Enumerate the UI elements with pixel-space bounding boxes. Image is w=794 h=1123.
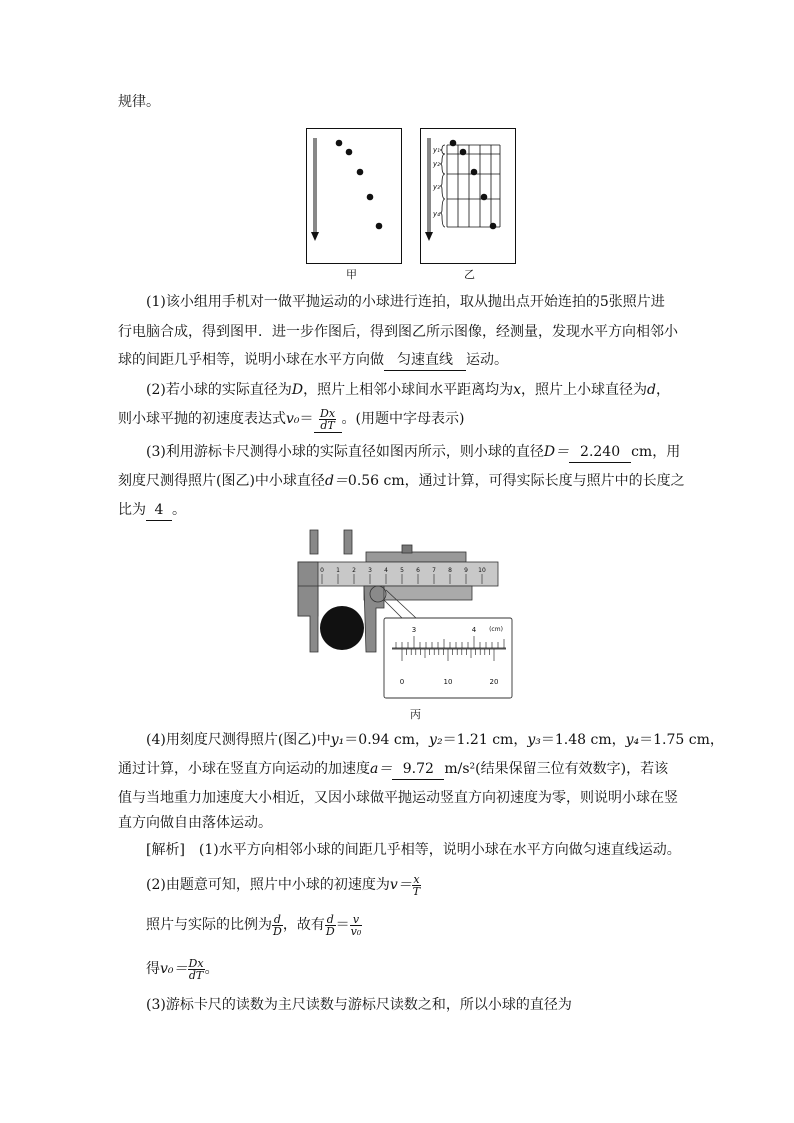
main-scale-7: 7 bbox=[432, 567, 436, 574]
main-scale-3: 3 bbox=[368, 567, 372, 574]
figure-yi bbox=[420, 128, 516, 264]
y2-label: y₂ bbox=[433, 160, 440, 168]
q2-answer: $\frac{Dx}{dT}$ bbox=[314, 406, 342, 433]
figure-jia-caption: 甲 bbox=[346, 268, 357, 281]
inset-vernier-20: 20 bbox=[489, 678, 499, 686]
main-scale-4: 4 bbox=[384, 567, 388, 574]
main-scale-9: 9 bbox=[464, 567, 468, 574]
q3-line1: (3)利用游标卡尺测得小球的实际直径如图丙所示，则小球的直径D＝ 2.240 cm，用 bbox=[146, 442, 680, 463]
measured-ball bbox=[320, 606, 364, 650]
q4-line2: 通过计算，小球在竖直方向运动的加速度a＝ 9.72 m/s²(结果保留三位有效数字)，若该 bbox=[118, 759, 668, 780]
q3-line3: 比为 4 。 bbox=[118, 500, 186, 521]
figure-bing-caliper bbox=[296, 528, 516, 704]
analysis-line5: (3)游标卡尺的读数为主尺读数与游标尺读数之和，所以小球的直径为 bbox=[146, 997, 572, 1013]
y3-label: y₃ bbox=[433, 183, 440, 191]
ball-4 bbox=[481, 194, 488, 201]
y4-label: y₄ bbox=[433, 210, 440, 218]
figure-jia bbox=[306, 128, 402, 264]
inset-unit: (cm) bbox=[489, 626, 503, 633]
main-scale-6: 6 bbox=[416, 567, 420, 574]
top-text: 规律。 bbox=[118, 94, 160, 110]
q4-line1: (4)用刻度尺测得照片(图乙)中y₁＝0.94 cm，y₂＝1.21 cm，y₃＝1.48 cm，y₄＝1.75 cm， bbox=[146, 732, 724, 748]
q4-line4: 直方向做自由落体运动。 bbox=[118, 815, 272, 831]
q3-answer-ratio: 4 bbox=[146, 500, 172, 521]
q1-line1: (1)该小组用手机对一做平抛运动的小球进行连拍，取从抛出点开始连拍的5张照片进 bbox=[146, 294, 665, 310]
main-scale-2: 2 bbox=[352, 567, 356, 574]
q1-line3: 球的间距几乎相等，说明小球在水平方向做 匀速直线 运动。 bbox=[118, 350, 508, 371]
ball-3 bbox=[471, 169, 478, 176]
q4-answer: 9.72 bbox=[392, 759, 444, 780]
ball-5 bbox=[490, 223, 497, 230]
q2-line1: (2)若小球的实际直径为D，照片上相邻小球间水平距离均为x，照片上小球直径为d， bbox=[146, 382, 670, 398]
q2-line2: 则小球平抛的初速度表达式v₀＝ $\frac{Dx}{dT}$ 。(用题中字母表示) bbox=[118, 406, 465, 432]
main-scale-10: 10 bbox=[478, 567, 486, 574]
ball-2 bbox=[460, 149, 467, 156]
ball-4 bbox=[367, 194, 374, 201]
inset-vernier-0: 0 bbox=[399, 678, 405, 686]
figure-yi-caption: 乙 bbox=[464, 268, 475, 281]
ball-2 bbox=[346, 149, 353, 156]
ball-5 bbox=[376, 223, 383, 230]
q3-line2: 刻度尺测得照片(图乙)中小球直径d＝0.56 cm，通过计算，可得实际长度与照片中的长度之 bbox=[118, 473, 685, 489]
main-scale-0: 0 bbox=[320, 567, 324, 574]
inset-label-3: 3 bbox=[411, 626, 417, 634]
ball-1 bbox=[336, 140, 343, 147]
inset-label-4: 4 bbox=[471, 626, 477, 634]
inset-vernier-10: 10 bbox=[443, 678, 453, 686]
main-scale-5: 5 bbox=[400, 567, 404, 574]
q3-answer-D: 2.240 bbox=[569, 442, 631, 463]
q1-answer: 匀速直线 bbox=[384, 350, 466, 371]
figure-bing-caption: 丙 bbox=[410, 708, 421, 721]
y1-label: y₁ bbox=[433, 146, 440, 154]
analysis-line3: 照片与实际的比例为 $\frac{d}{D}$ ，故有 $\frac{d}{D}$ ＝ $\frac{v}{\text{v₀}}$ bbox=[146, 912, 362, 938]
analysis-line4: 得v₀＝ $\frac{Dx}{dT}$ 。 bbox=[146, 956, 219, 982]
analysis-line2: (2)由题意可知，照片中小球的初速度为v＝ $\frac{x}{T}$ bbox=[146, 872, 421, 898]
ball-1 bbox=[450, 140, 457, 147]
main-scale-8: 8 bbox=[448, 567, 452, 574]
ball-3 bbox=[357, 169, 364, 176]
q1-line2: 行电脑合成，得到图甲．进一步作图后，得到图乙所示图像，经测量，发现水平方向相邻小 bbox=[118, 324, 678, 340]
main-scale-1: 1 bbox=[336, 567, 340, 574]
analysis-line1: [解析] (1)水平方向相邻小球的间距几乎相等，说明小球在水平方向做匀速直线运动。 bbox=[146, 842, 681, 858]
q4-line3: 值与当地重力加速度大小相近，又因小球做平抛运动竖直方向初速度为零，则说明小球在竖 bbox=[118, 790, 678, 806]
